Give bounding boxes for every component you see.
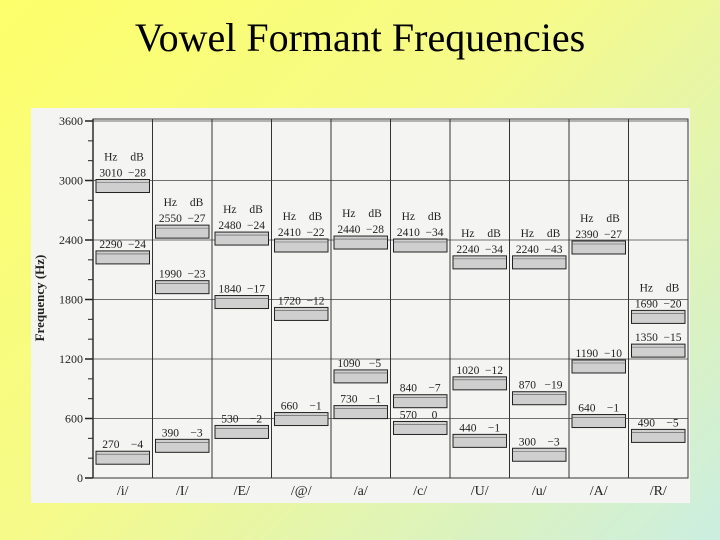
formant-db-label: −34	[425, 227, 444, 240]
formant-hz-label: 2390	[575, 228, 599, 241]
vowel-columns	[93, 119, 688, 499]
vowel-column	[212, 119, 272, 499]
formant-hz-label: 640	[578, 402, 596, 415]
formant-band-f1	[572, 415, 626, 428]
y-tick-label: 600	[65, 411, 83, 426]
formant-band-f1	[334, 406, 388, 419]
db-header: dB	[368, 208, 382, 221]
formant-band-f3	[513, 256, 567, 269]
formant-hz-label: 390	[161, 427, 179, 440]
vowel-label: /R/	[649, 484, 667, 499]
formant-band-f1	[453, 434, 507, 447]
formant-hz-label: 2550	[158, 213, 182, 226]
formant-band-f1	[156, 439, 210, 452]
formant-hz-label: 1090	[337, 357, 361, 370]
vowel-column	[391, 119, 451, 499]
formant-hz-label: 270	[102, 439, 120, 452]
y-tick-label: 1800	[59, 292, 83, 307]
formant-db-label: −22	[306, 227, 325, 240]
y-axis-label: Frequency (Hz)	[32, 254, 47, 342]
formant-hz-label: 870	[518, 379, 536, 392]
formant-band-f3	[394, 239, 448, 252]
hz-header: Hz	[104, 151, 118, 164]
formant-db-label: −27	[604, 228, 623, 241]
formant-band-f2	[156, 281, 210, 294]
formant-hz-label: 300	[518, 436, 536, 449]
vowel-label: /i/	[116, 484, 129, 499]
formant-hz-label: 2290	[99, 238, 123, 251]
formant-db-label: −10	[604, 347, 623, 360]
formant-band-f1	[513, 448, 567, 461]
y-tick-label: 2400	[59, 233, 83, 247]
vowel-label: /c/	[413, 484, 428, 499]
hz-header: Hz	[401, 211, 416, 224]
vowel-column	[510, 119, 570, 499]
vowel-column	[569, 119, 629, 499]
vowel-label: /u/	[531, 484, 547, 499]
y-tick-label: 3000	[59, 173, 83, 188]
hz-header: Hz	[223, 204, 237, 217]
formant-hz-label: 2240	[515, 243, 539, 256]
formant-db-label: −12	[306, 295, 325, 308]
hz-header: Hz	[580, 212, 594, 225]
formant-band-f1	[96, 451, 150, 464]
formant-hz-label: 1190	[575, 347, 599, 360]
formant-db-label: −1	[606, 402, 620, 415]
formant-db-label: 0	[431, 409, 438, 422]
formant-db-label: −1	[368, 393, 382, 406]
formant-band-f2	[513, 392, 567, 405]
formant-hz-label: 1990	[158, 268, 182, 281]
formant-db-label: −4	[130, 439, 144, 452]
formant-hz-label: 440	[459, 422, 477, 435]
formant-hz-label: 2410	[396, 227, 420, 240]
formant-band-f1	[632, 429, 686, 442]
formant-db-label: −28	[366, 224, 385, 237]
vowel-column	[153, 119, 213, 499]
formant-db-label: −1	[309, 400, 322, 413]
formant-db-label: −15	[663, 332, 682, 345]
formant-band-f2	[572, 360, 626, 373]
hz-header: Hz	[639, 282, 654, 295]
formant-db-label: −3	[190, 427, 203, 440]
formant-db-label: −3	[547, 436, 560, 449]
formant-band-f2	[394, 395, 448, 408]
hz-header: Hz	[461, 227, 475, 240]
formant-hz-label: 1840	[218, 283, 242, 296]
column-border	[153, 119, 213, 478]
formant-hz-label: 3010	[99, 167, 123, 180]
db-header: dB	[189, 197, 204, 210]
formant-chart-svg	[31, 108, 690, 503]
formant-band-f3	[632, 310, 686, 323]
vowel-label: /A/	[589, 484, 608, 499]
vowel-label: /E/	[233, 484, 250, 499]
vowel-column	[629, 119, 689, 499]
formant-db-label: −43	[544, 243, 563, 256]
formant-hz-label: 1350	[634, 332, 658, 345]
hz-header: Hz	[520, 227, 535, 240]
formant-hz-label: 730	[340, 393, 358, 406]
formant-db-label: −7	[428, 382, 441, 395]
db-header: dB	[665, 282, 680, 295]
formant-chart	[31, 108, 690, 503]
column-border	[331, 119, 391, 478]
formant-band-f3	[334, 236, 388, 249]
formant-db-label: −27	[187, 213, 206, 226]
db-header: dB	[487, 227, 501, 240]
column-border	[510, 119, 570, 478]
formant-band-f2	[96, 251, 150, 264]
formant-db-label: −19	[544, 379, 563, 392]
db-header: dB	[427, 211, 442, 224]
formant-hz-label: 2480	[218, 220, 242, 233]
db-header: dB	[130, 151, 144, 164]
formant-band-f1	[275, 413, 329, 426]
formant-hz-label: 2240	[456, 243, 480, 256]
formant-hz-label: 490	[637, 417, 655, 430]
formant-db-label: −24	[247, 220, 266, 233]
formant-band-f3	[215, 232, 269, 245]
formant-hz-label: 1720	[277, 295, 301, 308]
formant-db-label: −12	[485, 364, 504, 377]
vowel-column	[93, 119, 153, 499]
formant-db-label: −23	[187, 268, 206, 281]
formant-hz-label: 530	[221, 413, 239, 426]
formant-band-f1	[215, 425, 269, 438]
db-header: dB	[606, 212, 620, 225]
formant-band-f2	[632, 344, 686, 357]
hz-header: Hz	[282, 211, 297, 224]
vowel-label: /@/	[290, 484, 312, 499]
formant-band-f2	[453, 377, 507, 390]
formant-hz-label: 2440	[337, 224, 361, 237]
formant-band-f2	[275, 307, 329, 320]
y-tick-label: 3600	[59, 114, 83, 128]
hz-header: Hz	[342, 208, 356, 221]
formant-band-f3	[572, 241, 626, 254]
vowel-label: /U/	[470, 484, 489, 499]
formant-band-f2	[334, 370, 388, 383]
formant-db-label: −28	[128, 167, 147, 180]
formant-hz-label: 2410	[277, 227, 301, 240]
formant-hz-label: 1690	[634, 298, 658, 311]
formant-hz-label: 1020	[456, 364, 480, 377]
db-header: dB	[249, 204, 263, 217]
formant-db-label: −2	[249, 413, 263, 426]
y-axis	[59, 114, 688, 485]
formant-db-label: −17	[247, 283, 266, 296]
vowel-column	[272, 119, 332, 499]
formant-hz-label: 840	[399, 382, 417, 395]
formant-hz-label: 570	[399, 409, 417, 422]
formant-band-f3	[96, 180, 150, 193]
formant-db-label: −34	[485, 243, 504, 256]
vowel-label: /a/	[353, 484, 368, 499]
y-tick-label: 1200	[59, 352, 83, 366]
vowel-column	[450, 119, 510, 499]
vowel-label: /I/	[176, 484, 189, 499]
hz-header: Hz	[163, 197, 178, 210]
formant-hz-label: 660	[280, 400, 298, 413]
formant-db-label: −5	[666, 417, 679, 430]
db-header: dB	[308, 211, 323, 224]
formant-band-f3	[453, 256, 507, 269]
formant-band-f1	[394, 421, 448, 434]
formant-db-label: −24	[128, 238, 147, 251]
y-tick-label: 0	[77, 471, 83, 485]
formant-band-f3	[156, 225, 210, 238]
formant-band-f2	[215, 296, 269, 309]
db-header: dB	[546, 227, 561, 240]
formant-band-f3	[275, 239, 329, 252]
formant-db-label: −1	[487, 422, 501, 435]
vowel-column	[331, 119, 391, 499]
formant-db-label: −5	[368, 357, 382, 370]
formant-db-label: −20	[663, 298, 682, 311]
slide-title: Vowel Formant Frequencies	[134, 15, 586, 60]
